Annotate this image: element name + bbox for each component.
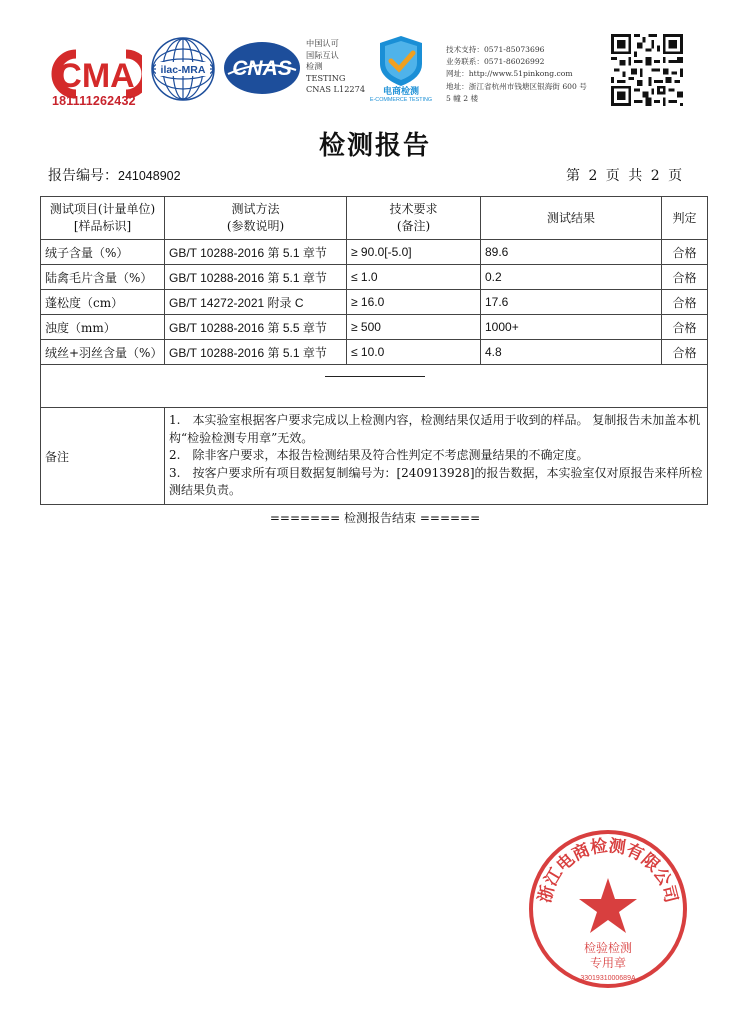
row-result: 4.8 <box>481 340 662 365</box>
support-phone: 技术支持：0571-85073696 <box>446 45 545 54</box>
seal-line-2: 专用章 <box>589 956 627 970</box>
business-phone: 业务联系：0571-86026992 <box>446 57 545 67</box>
remarks-content <box>165 408 708 505</box>
row-judgement: 合格 <box>662 240 708 265</box>
row-item: 绒子含量（%） <box>41 240 165 265</box>
row-result: 89.6 <box>481 240 662 265</box>
row-result: 17.6 <box>481 290 662 315</box>
ecommerce-testing-logo <box>370 34 432 102</box>
row-method: GB/T 10288-2016 第 5.5 章节 <box>165 315 347 340</box>
address-line-1: 地址：浙江省杭州市钱塘区银海街 600 号 <box>446 81 587 91</box>
table-row <box>41 290 708 315</box>
row-result: 1000+ <box>481 315 662 340</box>
row-judgement: 合格 <box>662 340 708 365</box>
results-table <box>40 196 708 505</box>
row-requirement: ≤ 1.0 <box>347 265 481 290</box>
row-item: 蓬松度（cm） <box>41 290 165 315</box>
contact-info <box>446 44 587 105</box>
page-title: 检测报告 <box>318 131 431 161</box>
header-requirement: 技术要求 (备注) <box>347 197 481 240</box>
ecommerce-title: 电商检测 <box>382 87 420 97</box>
remarks-row <box>41 408 708 505</box>
cma-text: CMA <box>57 57 135 95</box>
seal-org-name: 浙江电商检测有限公司 <box>535 836 681 905</box>
table-row <box>41 240 708 265</box>
qr-code <box>611 34 683 106</box>
official-seal-stamp <box>527 828 689 990</box>
row-judgement: 合格 <box>662 265 708 290</box>
seal-line-1: 检验检测 <box>583 941 633 955</box>
cnas-logo <box>222 40 302 96</box>
remark-item: 2. 除非客户要求，本报告检测结果及符合性判定不考虑测量结果的不确定度。 <box>169 448 589 463</box>
row-judgement: 合格 <box>662 290 708 315</box>
row-item: 绒丝+羽丝含量（%） <box>41 340 165 365</box>
row-requirement: ≥ 16.0 <box>347 290 481 315</box>
table-row <box>41 265 708 290</box>
row-method: GB/T 10288-2016 第 5.1 章节 <box>165 265 347 290</box>
row-result: 0.2 <box>481 265 662 290</box>
seal-number: 3301931000689A <box>580 975 636 982</box>
report-end-marker: ======= 检测报告结束 ====== <box>269 511 481 525</box>
cnas-text: CNAS <box>232 57 292 80</box>
ilac-mra-logo <box>150 36 216 102</box>
header-result: 测试结果 <box>481 197 662 240</box>
row-judgement: 合格 <box>662 315 708 340</box>
remarks-label: 备注 <box>41 408 165 505</box>
table-blank-row <box>41 365 708 408</box>
header-method: 测试方法 (参数说明) <box>165 197 347 240</box>
cnas-info: 中国认可 国际互认 检测 TESTING CNAS L12274 <box>306 38 366 94</box>
row-requirement: ≥ 90.0[-5.0] <box>347 240 481 265</box>
page-indicator: 第 2 页 共 2 页 <box>566 168 685 184</box>
report-number <box>48 165 181 185</box>
row-requirement: ≤ 10.0 <box>347 340 481 365</box>
row-item: 浊度（mm） <box>41 315 165 340</box>
website: 网址：http://www.51pinkong.com <box>446 69 573 79</box>
remark-item: 1. 本实验室根据客户要求完成以上检测内容，检测结果仅适用于收到的样品。 复制报告未加盖本机构“检验检测专用章”无效。 <box>169 413 701 445</box>
divider-line <box>325 376 425 377</box>
row-method: GB/T 14272-2021 附录 C <box>165 290 347 315</box>
row-method: GB/T 10288-2016 第 5.1 章节 <box>165 340 347 365</box>
row-item: 陆禽毛片含量（%） <box>41 265 165 290</box>
address-line-2: 5 幢 2 楼 <box>446 93 479 103</box>
seal-star-icon <box>579 878 637 933</box>
report-number-value: 241048902 <box>118 169 181 183</box>
header-item: 测试项目(计量单位) [样品标识] <box>41 197 165 240</box>
table-header-row <box>41 197 708 240</box>
row-method: GB/T 10288-2016 第 5.1 章节 <box>165 240 347 265</box>
table-row <box>41 340 708 365</box>
table-row <box>41 315 708 340</box>
cma-number: 181111262432 <box>52 94 136 108</box>
row-requirement: ≥ 500 <box>347 315 481 340</box>
header-judgement: 判定 <box>662 197 708 240</box>
ecommerce-subtitle: E-COMMERCE TESTING <box>370 97 432 102</box>
report-number-label: 报告编号： <box>48 168 118 184</box>
ilac-text: ilac-MRA <box>160 64 206 76</box>
remark-item: 3. 按客户要求所有项目数据复制编号为：[240913928]的报告数据，本实验室仅对原报告来样所检测结果负责。 <box>169 465 703 498</box>
